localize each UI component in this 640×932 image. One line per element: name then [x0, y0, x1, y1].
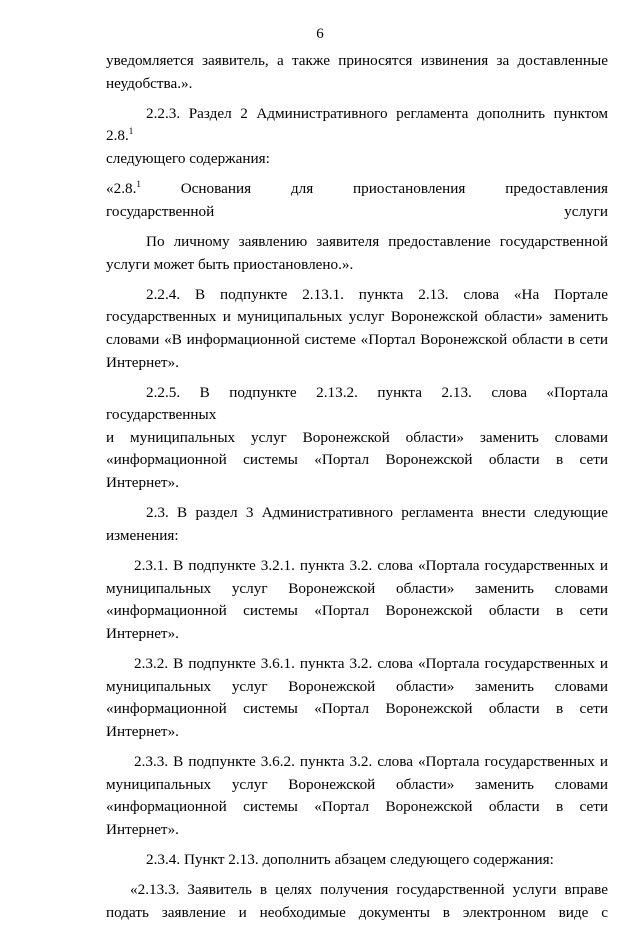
text-line: следующего содержания:	[106, 149, 270, 167]
text-line: 2.2.4. В подпункте 2.13.1. пункта 2.13. слова «На Портале	[146, 285, 608, 303]
heading-line	[106, 178, 608, 201]
document-body	[106, 50, 608, 932]
text-line: 2.3. В раздел 3 Административного регламента внести следующие	[146, 504, 608, 522]
text-fragment: Основания для приостановления предоставления	[140, 180, 608, 198]
page-number: 6	[316, 26, 324, 42]
text-fragment: «2.8.	[106, 180, 137, 198]
text-line: услуги может быть приостановлено.».	[106, 255, 354, 273]
paragraph	[106, 382, 608, 495]
text-line: «2.13.3. Заявитель в целях получения государственной услуги вправе	[130, 881, 608, 899]
paragraph	[106, 502, 608, 547]
text-line	[106, 103, 608, 148]
text-line: муниципальных услуг Воронежской области» заменить словами	[106, 775, 608, 793]
paragraph	[106, 231, 608, 276]
section-heading	[106, 178, 608, 223]
heading-line: государственной услуги	[106, 202, 608, 220]
text-line: «информационной системы «Портал Воронежской области в сети Интернет».	[106, 798, 608, 838]
text-line: 2.3.4. Пункт 2.13. дополнить абзацем следующего содержания:	[146, 850, 554, 868]
text-line: муниципальных услуг Воронежской области» заменить словами	[106, 677, 608, 695]
text-line: 2.3.1. В подпункте 3.2.1. пункта 3.2. слова «Портала государственных и	[134, 557, 608, 575]
paragraph	[106, 653, 608, 743]
superscript: 1	[136, 179, 141, 190]
text-line: Интернет».	[106, 353, 179, 371]
text-line: 2.2.5. В подпункте 2.13.2. пункта 2.13. слова «Портала государственных	[106, 383, 608, 424]
text-line: «информационной системы «Портал Воронежской области в сети Интернет».	[106, 451, 608, 492]
paragraph	[106, 555, 608, 645]
text-line: 2.3.3. В подпункте 3.6.2. пункта 3.2. слова «Портала государственных и	[134, 752, 608, 770]
text-line: государственных и муниципальных услуг Воронежской области» заменить	[106, 308, 608, 326]
text-line: неудобства.».	[106, 74, 193, 92]
text-line: 2.3.2. В подпункте 3.6.1. пункта 3.2. слова «Портала государственных и	[134, 655, 608, 672]
text-line: «информационной системы «Портал Воронежской области в сети Интернет».	[106, 602, 608, 642]
superscript: 1	[128, 126, 134, 137]
text-line: изменения:	[106, 526, 179, 544]
paragraph	[106, 103, 608, 171]
paragraph	[106, 879, 608, 924]
text-line: уведомляется заявитель, а также приносятся извинения за доставленные	[106, 52, 608, 69]
paragraph	[106, 50, 608, 95]
text-line: подать заявление и необходимые документы в электронном виде с	[106, 903, 608, 921]
text-line: муниципальных услуг Воронежской области» заменить словами	[106, 579, 608, 597]
text-line: и муниципальных услуг Воронежской области» заменить словами	[106, 428, 608, 446]
text-line: «информационной системы «Портал Воронежской области в сети Интернет».	[106, 700, 608, 740]
paragraph	[106, 284, 608, 374]
text-line: По личному заявлению заявителя предоставление государственной	[146, 232, 608, 250]
paragraph	[106, 751, 608, 841]
paragraph	[106, 849, 608, 872]
text-line: словами «В информационной системе «Портал Воронежской области в сети	[106, 330, 608, 348]
text-fragment: 2.2.3. Раздел 2 Административного регламента дополнить пунктом 2.8.	[106, 104, 608, 145]
